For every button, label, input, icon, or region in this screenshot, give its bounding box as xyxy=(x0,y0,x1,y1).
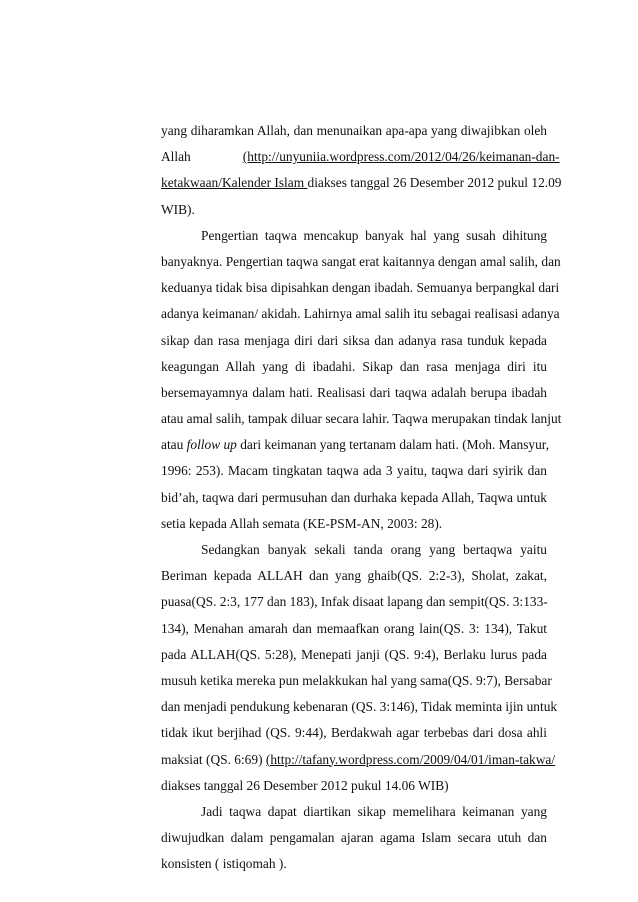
text-line xyxy=(161,432,550,458)
italic-term: follow up xyxy=(186,437,237,453)
text-line: bersemayamnya dalam hati. Realisasi dari taqwa adalah berupa ibadah xyxy=(161,384,547,400)
text-line: tidak ikut berjihad (QS. 9:44), Berdakwah agar terbebas dari dosa ahli xyxy=(161,725,547,741)
text-line: yang diharamkan Allah, dan menunaikan apa-apa yang diwajibkan oleh xyxy=(161,123,547,138)
text-fragment: atau xyxy=(161,437,187,453)
paragraph-3 xyxy=(161,537,558,799)
text-line: puasa(QS. 2:3, 177 dan 183), Infak disaat lapang dan sempit(QS. 3:133- xyxy=(161,594,548,610)
text-fragment: dari keimanan yang tertanam dalam hati. (Moh. Mansyur, xyxy=(236,437,550,453)
text-line: banyaknya. Pengertian taqwa sangat erat kaitannya dengan amal salih, dan xyxy=(161,253,561,269)
reference-link-continued[interactable]: ketakwaan/Kalender Islam xyxy=(161,175,308,191)
text-line: keduanya tidak bisa dipisahkan dengan ibadah. Semuanya berpangkal dari xyxy=(161,280,560,296)
text-line: Sedangkan banyak sekali tanda orang yang bertaqwa yaitu xyxy=(201,542,547,557)
text-line: atau amal salih, tampak diluar secara lahir. Taqwa merupakan tindak lanjut xyxy=(161,411,562,427)
text-fragment: maksiat (QS. 6:69) xyxy=(161,751,266,767)
text-line: diwujudkan dalam pengamalan ajaran agama Islam secara utuh dan xyxy=(161,830,547,846)
text-line: WIB). xyxy=(161,201,195,217)
text-word: Allah xyxy=(161,149,191,165)
document-body xyxy=(161,118,562,877)
text-line: Jadi taqwa dapat diartikan sikap memelihara keimanan yang xyxy=(201,803,547,819)
reference-link[interactable]: (http://tafany.wordpress.com/2009/04/01/iman-takwa/ xyxy=(265,751,556,767)
text-line xyxy=(161,170,562,196)
text-line: bid’ah, taqwa dari permusuhan dan durhaka kepada Allah, Taqwa untuk xyxy=(161,489,547,505)
text-line: pada ALLAH(QS. 5:28), Menepati janji (QS. 9:4), Berlaku lurus pada xyxy=(161,646,547,662)
reference-link[interactable]: (http://unyuniia.wordpress.com/2012/04/26/keimanan-dan- xyxy=(242,149,560,165)
paragraph-2 xyxy=(161,223,562,537)
text-line: diakses tanggal 26 Desember 2012 pukul 14.06 WIB) xyxy=(161,777,449,793)
text-line: setia kepada Allah semata (KE-PSM-AN, 2003: 28). xyxy=(161,515,443,531)
text-line: dan menjadi pendukung kebenaran (QS. 3:146), Tidak meminta ijin untuk xyxy=(161,699,558,715)
text-line: musuh ketika mereka pun melakkukan hal yang sama(QS. 9:7), Bersabar xyxy=(161,672,552,688)
text-line: Pengertian taqwa mencakup banyak hal yang susah dihitung xyxy=(201,227,547,243)
text-line: 1996: 253). Macam tingkatan taqwa ada 3 yaitu, taqwa dari syirik dan xyxy=(161,463,547,479)
text-line: Beriman kepada ALLAH dan yang ghaib(QS. 2:2-3), Sholat, zakat, xyxy=(161,568,547,584)
text-line: keagungan Allah yang di ibadahi. Sikap dan rasa menjaga diri itu xyxy=(161,358,547,374)
text-line xyxy=(161,747,556,773)
paragraph-4 xyxy=(161,799,547,878)
paragraph-1 xyxy=(161,118,562,223)
text-line: 134), Menahan amarah dan memaafkan orang lain(QS. 3: 134), Takut xyxy=(161,620,547,636)
text-line xyxy=(161,144,560,170)
text-line: konsisten ( istiqomah ). xyxy=(161,856,287,872)
text-line: adanya keimanan/ akidah. Lahirnya amal salih itu sebagai realisasi adanya xyxy=(161,306,560,322)
access-date-text: diakses tanggal 26 Desember 2012 pukul 12.09 xyxy=(307,175,562,191)
text-line: sikap dan rasa menjaga diri dari siksa dan adanya rasa tunduk kepada xyxy=(161,332,547,348)
